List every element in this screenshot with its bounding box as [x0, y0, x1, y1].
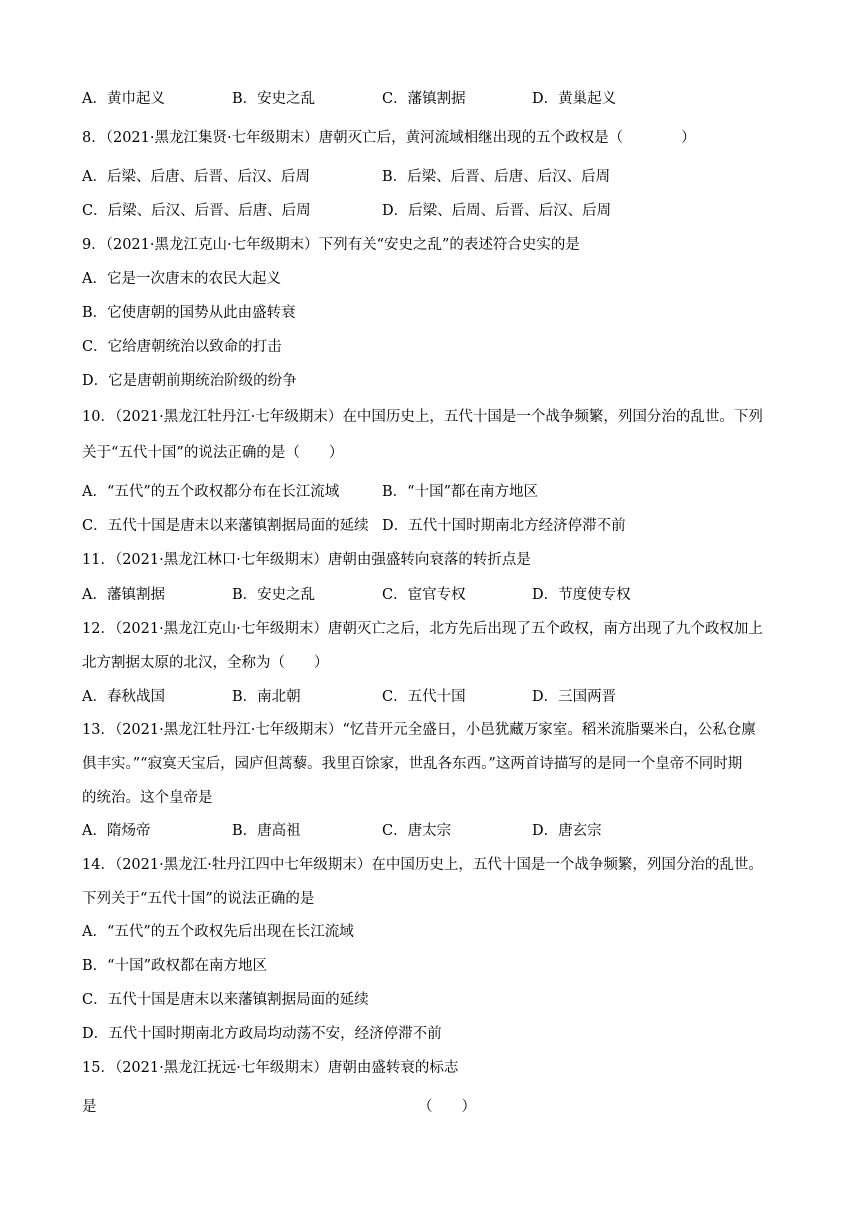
prev-option-a: A．黄巾起义 [82, 91, 165, 107]
q10-stem-line1: 10．（2021·黑龙江牡丹江·七年级期末）在中国历史上，五代十国是一个战争频繁，列国分治的乱世。下列 [82, 409, 763, 425]
q10-option-d: D．五代十国时期南北方经济停滞不前 [382, 518, 626, 534]
q11-option-a: A．藩镇割据 [82, 587, 165, 603]
prev-option-d: D．黄巢起义 [532, 91, 617, 107]
prev-option-b: B．安史之乱 [232, 91, 316, 107]
q8-option-b: B．后梁、后晋、后唐、后汉、后周 [382, 169, 611, 185]
q13-stem-line1: 13．（2021·黑龙江牡丹江·七年级期末）“忆昔开元全盛日，小邑犹藏万家室。稻米流脂粟米白，公私仓廪 [82, 722, 756, 738]
q13-stem-line2: 俱丰实。”“寂寞天宝后，园庐但蒿藜。我里百馀家，世乱各东西。”这两首诗描写的是同一个皇帝不同时期 [82, 756, 743, 772]
q14-stem-line1: 14．（2021·黑龙江·牡丹江四中七年级期末）在中国历史上，五代十国是一个战争频繁，列国分治的乱世。 [82, 857, 763, 873]
prev-option-c: C．藩镇割据 [382, 91, 466, 107]
q10-option-b: B．“十国”都在南方地区 [382, 484, 538, 500]
q12-option-d: D．三国两晋 [532, 689, 617, 705]
q11-option-d: D．节度使专权 [532, 587, 631, 603]
q15-stem-line2-start: 是 [82, 1099, 97, 1115]
q13-option-d: D．唐玄宗 [532, 823, 602, 839]
q15-stem-line1: 15．（2021·黑龙江抚远·七年级期末）唐朝由盛转衰的标志 [82, 1060, 459, 1076]
q11-option-b: B．安史之乱 [232, 587, 316, 603]
q14-option-a: A．“五代”的五个政权先后出现在长江流域 [82, 924, 354, 940]
q13-option-a: A．隋炀帝 [82, 823, 151, 839]
q14-stem-line2: 下列关于“五代十国”的说法正确的是 [82, 891, 315, 907]
q12-stem-line1: 12．（2021·黑龙江克山·七年级期末）唐朝灭亡之后，北方先后出现了五个政权，南方出现了九个政权加上 [82, 621, 763, 637]
q12-stem-line2: 北方割据太原的北汉，全称为（ ） [82, 655, 329, 671]
q14-option-d: D．五代十国时期南北方政局均动荡不安，经济停滞不前 [82, 1026, 442, 1042]
q11-option-c: C．宦官专权 [382, 587, 466, 603]
q8-option-d: D．后梁、后周、后晋、后汉、后周 [382, 203, 612, 219]
q10-stem-line2: 关于“五代十国”的说法正确的是（ ） [82, 445, 344, 461]
q12-option-c: C．五代十国 [382, 689, 466, 705]
q8-option-a: A．后梁、后唐、后晋、后汉、后周 [82, 169, 310, 185]
q13-option-c: C．唐太宗 [382, 823, 452, 839]
q9-option-d: D．它是唐朝前期统治阶级的纷争 [82, 373, 297, 389]
q9-option-a: A．它是一次唐末的农民大起义 [82, 271, 281, 287]
q13-option-b: B．唐高祖 [232, 823, 301, 839]
q12-option-b: B．南北朝 [232, 689, 301, 705]
q8-stem: 8．（2021·黑龙江集贤·七年级期末）唐朝灭亡后，黄河流域相继出现的五个政权是（ ） [82, 130, 696, 146]
q14-option-c: C．五代十国是唐末以来藩镇割据局面的延续 [82, 992, 369, 1008]
q14-option-b: B．“十国”政权都在南方地区 [82, 958, 267, 974]
q15-answer-blank: （ ） [418, 1099, 476, 1115]
q12-option-a: A．春秋战国 [82, 689, 165, 705]
q10-option-a: A．“五代”的五个政权都分布在长江流域 [82, 484, 340, 500]
q9-option-b: B．它使唐朝的国势从此由盛转衰 [82, 305, 296, 321]
q9-option-c: C．它给唐朝统治以致命的打击 [82, 339, 282, 355]
q10-option-c: C．五代十国是唐末以来藩镇割据局面的延续 [82, 518, 369, 534]
q9-stem: 9．（2021·黑龙江克山·七年级期末）下列有关“安史之乱”的表述符合史实的是 [82, 237, 580, 253]
q8-option-c: C．后梁、后汉、后晋、后唐、后周 [82, 203, 311, 219]
q11-stem: 11．（2021·黑龙江林口·七年级期末）唐朝由强盛转向衰落的转折点是 [82, 552, 531, 568]
q13-stem-line3: 的统治。这个皇帝是 [82, 790, 213, 806]
